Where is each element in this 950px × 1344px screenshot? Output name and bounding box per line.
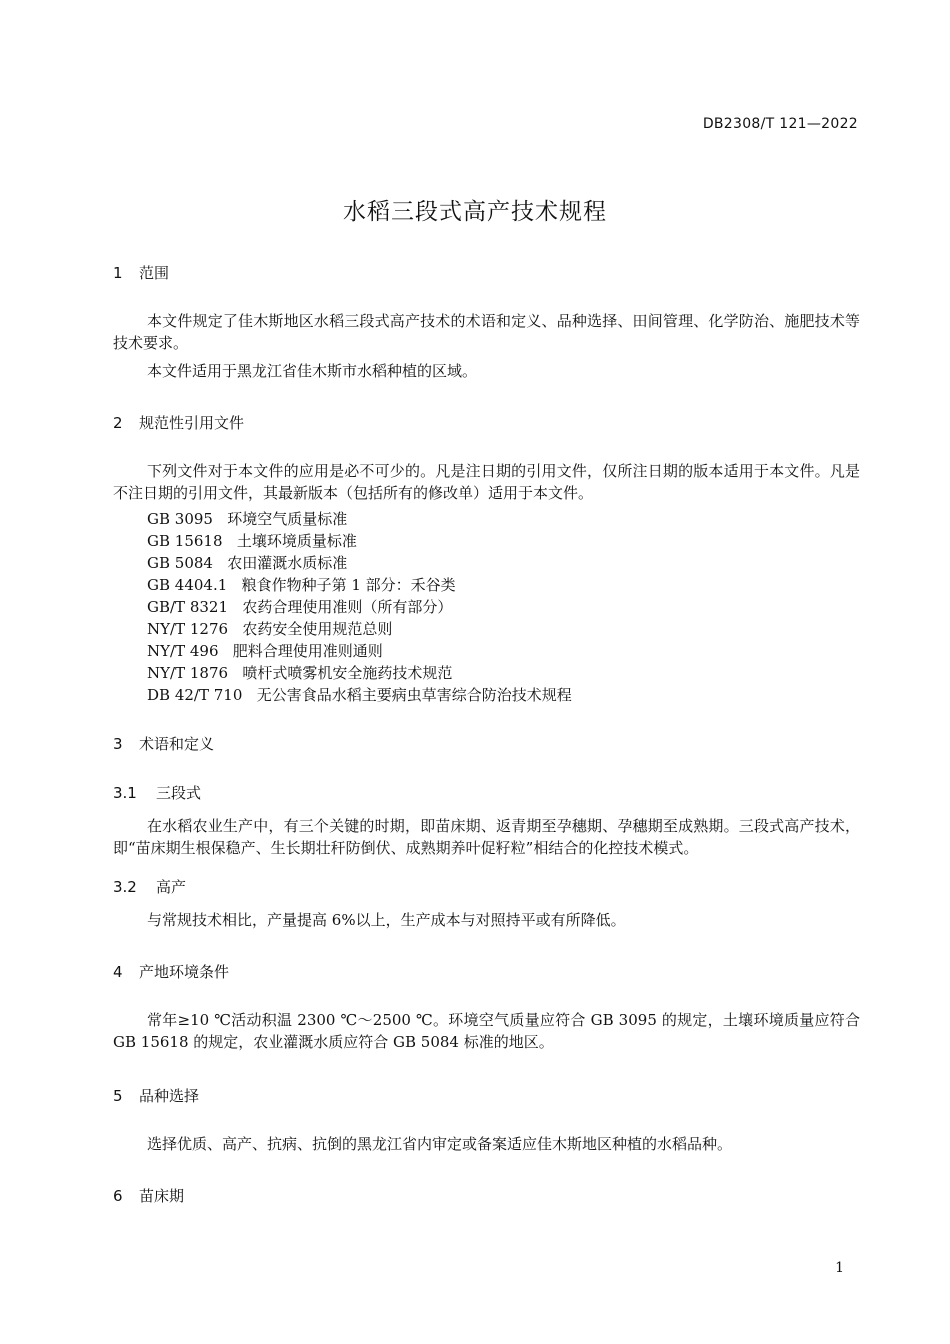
reference-code: GB 3095 [147, 510, 213, 528]
reference-code: GB 15618 [147, 532, 223, 550]
reference-item [147, 684, 572, 706]
section-number: 1 [113, 264, 123, 282]
reference-name: 喷杆式喷雾机安全施药技术规范 [242, 664, 453, 682]
document-number: DB2308/T 121—2022 [702, 116, 858, 132]
section-2-intro: 下列文件对于本文件的应用是必不可少的。凡是注日期的引用文件，仅所注日期的版本适用于本文件。凡是不注日期的引用文件，其最新版本（包括所有的修改单）适用于本文件。 [113, 462, 860, 502]
section-number: 6 [113, 1187, 123, 1205]
reference-item [147, 662, 452, 684]
reference-name: 土壤环境质量标准 [236, 532, 357, 550]
reference-item [147, 530, 357, 552]
reference-code: DB 42/T 710 [147, 686, 243, 704]
reference-name: 肥料合理使用准则通则 [232, 642, 383, 660]
reference-code: NY/T 1876 [147, 664, 229, 682]
subsection-title: 三段式 [156, 784, 202, 802]
reference-name: 农药安全使用规范总则 [242, 620, 393, 638]
subsection-3-1-text: 在水稻农业生产中，有三个关键的时期，即苗床期、返青期至孕穗期、孕穗期至成熟期。三段式高产技术，即“苗床期生根保稳产、生长期壮秆防倒伏、成熟期养叶促籽粒”相结合的化控技术模式。 [113, 817, 860, 857]
section-2-heading [113, 412, 244, 433]
reference-name: 粮食作物种子第 1 部分：禾谷类 [241, 576, 456, 594]
section-title: 产地环境条件 [139, 963, 230, 981]
reference-code: GB 5084 [147, 554, 213, 572]
section-1-paragraph-1: 本文件规定了佳木斯地区水稻三段式高产技术的术语和定义、品种选择、田间管理、化学防治、施肥技术等技术要求。 [113, 312, 860, 352]
section-title: 术语和定义 [139, 735, 215, 753]
section-number: 2 [113, 414, 123, 432]
section-5-heading [113, 1085, 199, 1106]
reference-name: 环境空气质量标准 [227, 510, 348, 528]
reference-code: GB 4404.1 [147, 576, 228, 594]
reference-item [147, 640, 383, 662]
subsection-number: 3.1 [113, 784, 137, 802]
subsection-3-2-heading [113, 876, 186, 897]
reference-name: 农药合理使用准则（所有部分） [242, 598, 453, 616]
subsection-number: 3.2 [113, 878, 137, 896]
reference-code: GB/T 8321 [147, 598, 229, 616]
reference-code: NY/T 1276 [147, 620, 229, 638]
reference-name: 农田灌溉水质标准 [227, 554, 348, 572]
section-5-text: 选择优质、高产、抗病、抗倒的黑龙江省内审定或备案适应佳木斯地区种植的水稻品种。 [147, 1135, 733, 1153]
subsection-3-2-text: 与常规技术相比，产量提高 6%以上，生产成本与对照持平或有所降低。 [147, 911, 626, 929]
section-4-text: 常年≥10 ℃活动积温 2300 ℃～2500 ℃。环境空气质量应符合 GB 3095 的规定，土壤环境质量应符合 GB 15618 的规定，农业灌溉水质应符合 GB 5084 标准的地区。 [113, 1011, 860, 1051]
section-title: 范围 [139, 264, 170, 282]
section-title: 苗床期 [139, 1187, 185, 1205]
page-number: 1 [835, 1260, 844, 1276]
section-1-heading [113, 262, 169, 283]
section-1-paragraph-2: 本文件适用于黑龙江省佳木斯市水稻种植的区域。 [147, 362, 478, 380]
reference-item [147, 574, 456, 596]
section-6-heading [113, 1185, 184, 1206]
reference-name: 无公害食品水稻主要病虫草害综合防治技术规程 [256, 686, 572, 704]
reference-item [147, 508, 347, 530]
section-number: 5 [113, 1087, 123, 1105]
reference-item [147, 618, 392, 640]
section-title: 规范性引用文件 [139, 414, 245, 432]
section-number: 4 [113, 963, 123, 981]
subsection-3-1-heading [113, 782, 201, 803]
document-title: 水稻三段式高产技术规程 [343, 199, 607, 225]
reference-item [147, 552, 347, 574]
section-title: 品种选择 [139, 1087, 200, 1105]
subsection-title: 高产 [156, 878, 187, 896]
section-3-heading [113, 733, 214, 754]
section-4-heading [113, 961, 229, 982]
reference-code: NY/T 496 [147, 642, 219, 660]
reference-item [147, 596, 452, 618]
section-number: 3 [113, 735, 123, 753]
